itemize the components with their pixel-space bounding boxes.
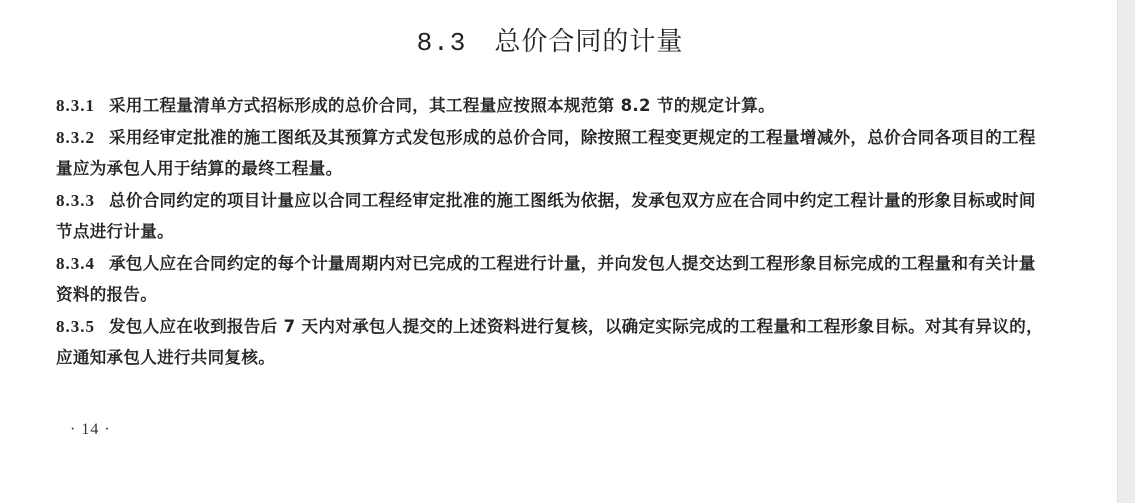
vertical-scrollbar[interactable] (1117, 0, 1135, 503)
section-number: 8.3 (416, 28, 467, 58)
clause-number: 8.3.2 (56, 127, 95, 147)
clause-number: 8.3.5 (56, 316, 95, 336)
clause-text: 发包人应在收到报告后 7 天内对承包人提交的上述资料进行复核，以确定实际完成的工程量和工程形象目标。对其有异议的，应通知承包人进行共同复核。 (56, 316, 1043, 367)
clause-8-3-5 (56, 311, 1046, 374)
clause-list (56, 90, 1046, 374)
clause-text: 承包人应在合同约定的每个计量周期内对已完成的工程进行计量，并向发包人提交达到工程形象目标完成的工程量和有关计量资料的报告。 (56, 253, 1036, 304)
section-title-text: 总价合同的计量 (494, 27, 684, 57)
clause-8-3-2 (56, 122, 1046, 185)
clause-8-3-1 (56, 90, 1046, 122)
clause-number: 8.3.4 (56, 253, 95, 273)
clause-8-3-4 (56, 248, 1046, 311)
page-number: · 14 · (70, 421, 111, 438)
clause-text: 采用工程量清单方式招标形成的总价合同，其工程量应按照本规范第 8.2 节的规定计算。 (109, 96, 775, 115)
section-heading (0, 22, 1100, 63)
clause-8-3-3 (56, 185, 1046, 248)
clause-number: 8.3.1 (56, 96, 95, 115)
clause-text: 总价合同约定的项目计量应以合同工程经审定批准的施工图纸为依据，发承包双方应在合同中约定工程计量的形象目标或时间节点进行计量。 (56, 190, 1036, 241)
clause-text: 采用经审定批准的施工图纸及其预算方式发包形成的总价合同，除按照工程变更规定的工程量增减外，总价合同各项目的工程量应为承包人用于结算的最终工程量。 (56, 127, 1036, 178)
clause-number: 8.3.3 (56, 190, 95, 210)
